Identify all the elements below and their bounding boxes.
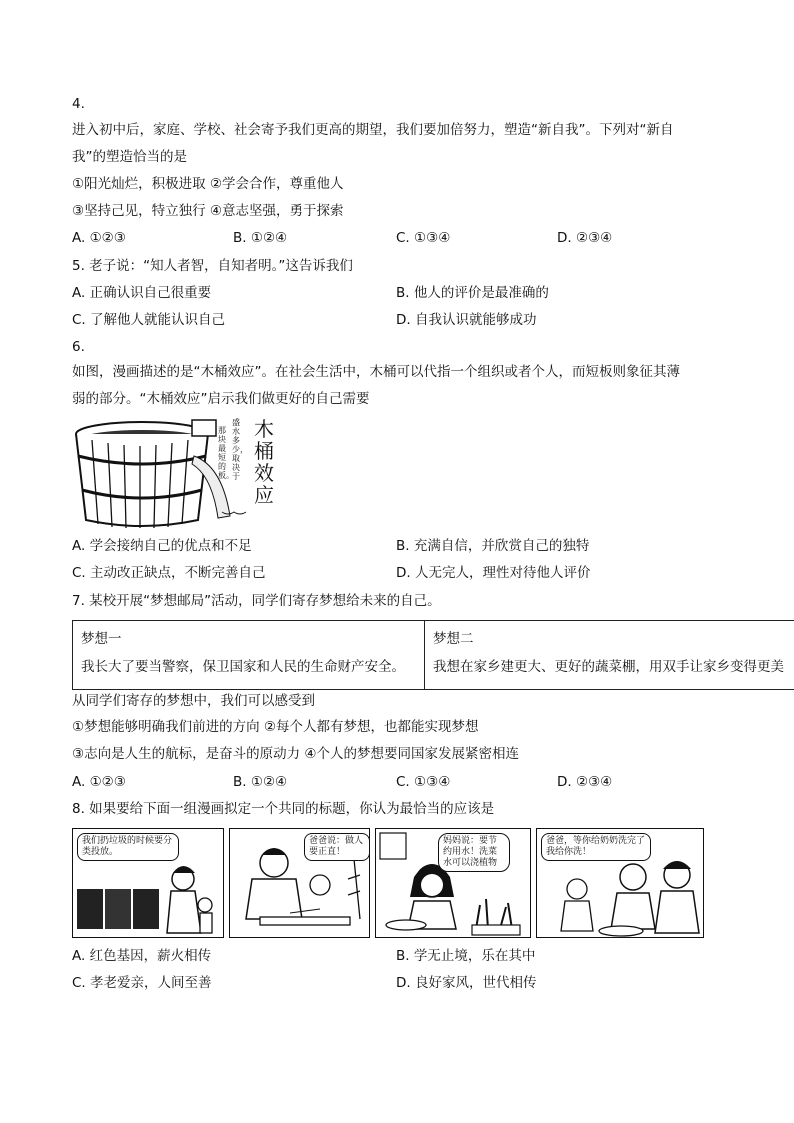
q5-option-c[interactable]: C. 了解他人就能认识自己 bbox=[72, 312, 226, 328]
dream-2-header: 梦想二 bbox=[433, 631, 474, 647]
q7-lead: 从同学们寄存的梦想中，我们可以感受到 bbox=[72, 693, 315, 709]
speech-bubble-4: 爸爸，等你给奶奶洗完了我给你洗！ bbox=[541, 833, 651, 861]
q4-option-b[interactable]: B. ①②④ bbox=[233, 230, 288, 246]
dream-1-header: 梦想一 bbox=[81, 631, 122, 647]
q7-option-d[interactable]: D. ②③④ bbox=[557, 774, 613, 790]
q4-number: 4. bbox=[72, 96, 85, 112]
q6-option-b[interactable]: B. 充满自信，并欣赏自己的独特 bbox=[396, 538, 590, 554]
q7-option-a[interactable]: A. ①②③ bbox=[72, 774, 126, 790]
q8-option-c[interactable]: C. 孝老爱亲，人间至善 bbox=[72, 975, 212, 991]
q6-stem-line1: 如图，漫画描述的是“木桶效应”。在社会生活中，木桶可以代指一个组织或者个人，而短板则象征其薄 bbox=[72, 364, 680, 380]
q6-stem-line2: 弱的部分。“木桶效应”启示我们做更好的自己需要 bbox=[72, 391, 370, 407]
q6-option-d[interactable]: D. 人无完人，理性对待他人评价 bbox=[396, 565, 591, 581]
dream-2-body: 我想在家乡建更大、更好的蔬菜棚，用双手让家乡变得更美 bbox=[433, 659, 784, 675]
q6-number: 6. bbox=[72, 339, 85, 355]
q8-option-d[interactable]: D. 良好家风，世代相传 bbox=[396, 975, 537, 991]
q5-option-b[interactable]: B. 他人的评价是最准确的 bbox=[396, 285, 549, 301]
speech-bubble-1: 我们扔垃圾的时候要分类投放。 bbox=[77, 833, 179, 861]
figure-title: 木桶效应 bbox=[254, 417, 274, 507]
q4-stem-line2: 我”的塑造恰当的是 bbox=[72, 149, 187, 165]
q4-item-line2: ③坚持己见，特立独行 ④意志坚强，勇于探索 bbox=[72, 203, 344, 219]
q8-option-b[interactable]: B. 学无止境，乐在其中 bbox=[396, 948, 536, 964]
comic-panel-1 bbox=[72, 828, 224, 938]
speech-bubble-3: 妈妈说：要节约用水！洗菜水可以浇植物 bbox=[438, 833, 510, 872]
q5-option-d[interactable]: D. 自我认识就能够成功 bbox=[396, 312, 537, 328]
comic-panel-2 bbox=[229, 828, 370, 938]
wooden-barrel-illustration bbox=[72, 416, 282, 528]
q5-stem: 5. 老子说：“知人者智，自知者明。”这告诉我们 bbox=[72, 258, 353, 274]
comic-panel-3 bbox=[375, 828, 531, 938]
dream-cell-2 bbox=[425, 621, 794, 689]
comic-panel-4 bbox=[536, 828, 704, 938]
q4-option-c[interactable]: C. ①③④ bbox=[396, 230, 451, 246]
q4-item-line1: ①阳光灿烂，积极进取 ②学会合作，尊重他人 bbox=[72, 176, 344, 192]
q6-option-a[interactable]: A. 学会接纳自己的优点和不足 bbox=[72, 538, 252, 554]
dream-table bbox=[72, 620, 794, 690]
q7-stem: 7. 某校开展“梦想邮局”活动，同学们寄存梦想给未来的自己。 bbox=[72, 593, 441, 609]
speech-bubble-2: 爸爸说：做人要正直！ bbox=[304, 833, 370, 861]
q7-item-line2: ③志向是人生的航标，是奋斗的原动力 ④个人的梦想要同国家发展紧密相连 bbox=[72, 746, 519, 762]
q8-stem: 8. 如果要给下面一组漫画拟定一个共同的标题，你认为最恰当的应该是 bbox=[72, 801, 495, 817]
q4-stem-line1: 进入初中后，家庭、学校、社会寄予我们更高的期望，我们要加倍努力，塑造“新自我”。下列对“新自 bbox=[72, 122, 674, 138]
figure-caption-1: 盛水多少，取决于 bbox=[232, 418, 248, 481]
q4-option-d[interactable]: D. ②③④ bbox=[557, 230, 613, 246]
q7-option-b[interactable]: B. ①②④ bbox=[233, 774, 288, 790]
q6-option-c[interactable]: C. 主动改正缺点，不断完善自己 bbox=[72, 565, 266, 581]
q8-option-a[interactable]: A. 红色基因，薪火相传 bbox=[72, 948, 212, 964]
barrel-effect-cartoon bbox=[72, 416, 282, 528]
dream-cell-1 bbox=[73, 621, 425, 689]
figure-caption-2: 那块最短的板。 bbox=[218, 426, 234, 480]
dream-1-body: 我长大了要当警察，保卫国家和人民的生命财产安全。 bbox=[81, 659, 405, 675]
q7-option-c[interactable]: C. ①③④ bbox=[396, 774, 451, 790]
q5-option-a[interactable]: A. 正确认识自己很重要 bbox=[72, 285, 212, 301]
q4-option-a[interactable]: A. ①②③ bbox=[72, 230, 126, 246]
q7-item-line1: ①梦想能够明确我们前进的方向 ②每个人都有梦想，也都能实现梦想 bbox=[72, 719, 479, 735]
